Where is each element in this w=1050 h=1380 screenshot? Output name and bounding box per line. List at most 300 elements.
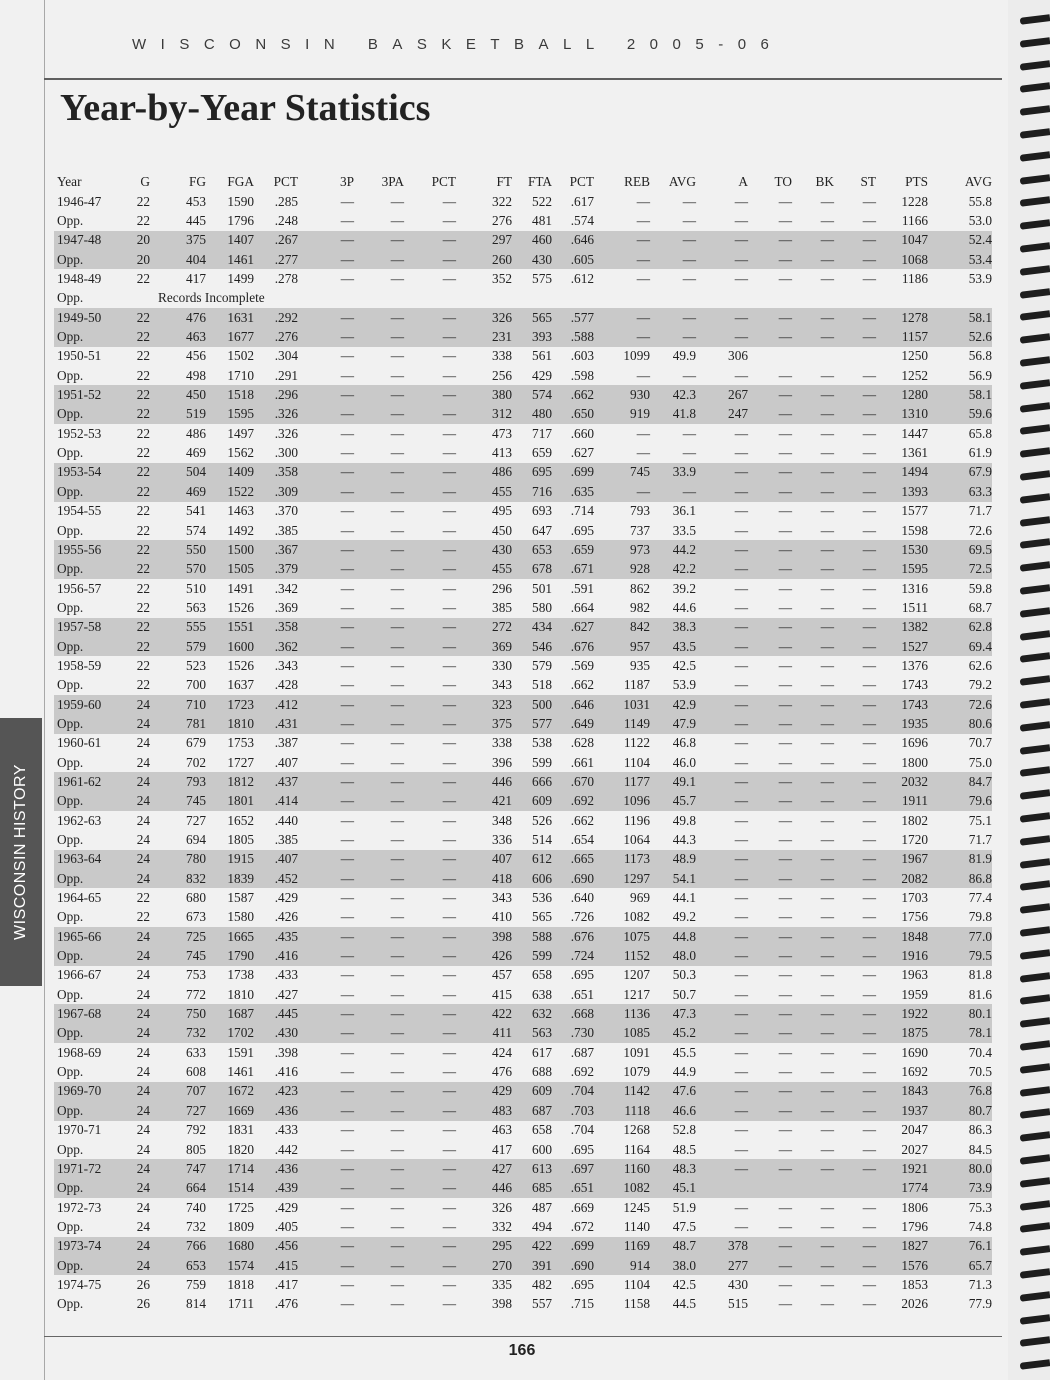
table-cell: — bbox=[792, 327, 834, 346]
column-header: PCT bbox=[273, 174, 298, 189]
table-cell: .669 bbox=[570, 1199, 594, 1215]
table-cell: 410 bbox=[492, 909, 512, 925]
table-cell: 526 bbox=[532, 812, 552, 828]
table-cell: — bbox=[778, 1064, 792, 1080]
table-cell: — bbox=[792, 405, 834, 424]
table-cell: 22 bbox=[136, 367, 150, 383]
table-cell: .646 bbox=[552, 695, 594, 714]
table-cell: — bbox=[820, 1141, 834, 1157]
table-cell: 574 bbox=[186, 522, 206, 538]
table-cell: — bbox=[442, 503, 456, 519]
table-cell: — bbox=[354, 1024, 404, 1043]
table-cell: — bbox=[390, 193, 404, 209]
table-cell: 1774 bbox=[876, 1179, 928, 1198]
table-cell: 22 bbox=[118, 405, 150, 424]
table-cell: 919 bbox=[594, 405, 650, 424]
table-cell: 732 bbox=[186, 1218, 206, 1234]
table-cell: 1711 bbox=[227, 1296, 254, 1312]
table-cell: 231 bbox=[456, 327, 512, 346]
table-cell: — bbox=[792, 1159, 834, 1178]
table-cell: — bbox=[404, 1179, 456, 1198]
table-cell: 565 bbox=[532, 909, 552, 925]
table-cell: .277 bbox=[254, 250, 298, 269]
table-cell: .662 bbox=[552, 385, 594, 404]
table-row bbox=[54, 830, 992, 849]
table-cell: 538 bbox=[532, 735, 552, 751]
table-cell: 1075 bbox=[594, 927, 650, 946]
table-cell: — bbox=[442, 1276, 456, 1292]
table-cell: — bbox=[792, 850, 834, 869]
table-row bbox=[54, 1217, 992, 1236]
table-cell: 77.9 bbox=[968, 1296, 992, 1312]
table-cell: — bbox=[404, 540, 456, 559]
binding-coil bbox=[1020, 425, 1050, 436]
table-cell: .412 bbox=[254, 695, 298, 714]
table-cell: — bbox=[748, 1004, 792, 1023]
table-cell: — bbox=[340, 832, 354, 848]
table-cell: .690 bbox=[552, 1256, 594, 1275]
table-cell: — bbox=[390, 580, 404, 596]
table-cell: 256 bbox=[492, 367, 512, 383]
binding-coil bbox=[1020, 311, 1050, 322]
table-cell: — bbox=[298, 1159, 354, 1178]
column-header: REB bbox=[624, 174, 650, 189]
table-cell: .598 bbox=[570, 367, 594, 383]
table-cell: — bbox=[390, 367, 404, 383]
table-cell: .699 bbox=[552, 1237, 594, 1256]
table-cell: .358 bbox=[254, 463, 298, 482]
table-cell: — bbox=[748, 463, 792, 482]
table-cell: 295 bbox=[456, 1237, 512, 1256]
table-cell: 49.8 bbox=[672, 812, 696, 828]
table-cell: — bbox=[404, 482, 456, 501]
table-row bbox=[54, 966, 992, 985]
table-row bbox=[54, 308, 992, 327]
table-cell: — bbox=[778, 677, 792, 693]
table-cell: 398 bbox=[492, 1296, 512, 1312]
table-cell: 1950-51 bbox=[57, 348, 102, 364]
table-cell: — bbox=[354, 695, 404, 714]
table-cell: — bbox=[748, 560, 792, 579]
binding-coil bbox=[1020, 1131, 1050, 1142]
table-cell: — bbox=[390, 1044, 404, 1060]
binding-coil bbox=[1020, 1359, 1050, 1370]
table-cell: — bbox=[792, 772, 834, 791]
table-cell: 928 bbox=[594, 560, 650, 579]
table-cell: — bbox=[298, 540, 354, 559]
table-cell: — bbox=[748, 385, 792, 404]
table-cell: .699 bbox=[552, 463, 594, 482]
binding-coil bbox=[1020, 698, 1050, 709]
table-cell: — bbox=[834, 637, 876, 656]
table-cell: 62.6 bbox=[968, 657, 992, 673]
table-cell: — bbox=[820, 1218, 834, 1234]
table-cell: — bbox=[792, 308, 834, 327]
table-cell: 455 bbox=[456, 560, 512, 579]
column-header: PTS bbox=[905, 174, 928, 189]
table-cell: — bbox=[390, 832, 404, 848]
table-cell: — bbox=[820, 890, 834, 906]
binding-coil bbox=[1020, 60, 1050, 71]
table-cell: 1665 bbox=[206, 927, 254, 946]
table-cell: 463 bbox=[150, 327, 206, 346]
table-cell: 633 bbox=[186, 1044, 206, 1060]
table-cell: 456 bbox=[186, 348, 206, 364]
table-cell: — bbox=[442, 1044, 456, 1060]
table-cell: 664 bbox=[150, 1179, 206, 1198]
table-cell: 2027 bbox=[901, 1141, 928, 1157]
table-cell: — bbox=[820, 1122, 834, 1138]
table-cell: — bbox=[820, 193, 834, 209]
table-cell: — bbox=[734, 1064, 748, 1080]
table-cell: — bbox=[778, 754, 792, 770]
table-cell: 579 bbox=[150, 637, 206, 656]
table-cell: 326 bbox=[456, 308, 512, 327]
table-cell: 378 bbox=[696, 1237, 748, 1256]
table-cell: 352 bbox=[492, 271, 512, 287]
table-cell: — bbox=[862, 1199, 876, 1215]
table-cell: — bbox=[834, 1082, 876, 1101]
table-cell: 563 bbox=[512, 1024, 552, 1043]
table-cell: 79.2 bbox=[968, 677, 992, 693]
table-cell: Opp. bbox=[54, 560, 118, 579]
table-cell: .660 bbox=[570, 425, 594, 441]
table-cell: .414 bbox=[254, 792, 298, 811]
table-cell: 38.0 bbox=[650, 1256, 696, 1275]
binding-coil bbox=[1020, 1200, 1050, 1211]
table-row bbox=[54, 521, 992, 540]
table-cell: — bbox=[390, 890, 404, 906]
table-cell: 1140 bbox=[623, 1218, 650, 1234]
table-cell: 429 bbox=[532, 367, 552, 383]
table-cell: 22 bbox=[136, 425, 150, 441]
table-cell: .659 bbox=[552, 540, 594, 559]
table-cell: 519 bbox=[150, 405, 206, 424]
table-cell: — bbox=[820, 735, 834, 751]
table-cell: .456 bbox=[254, 1237, 298, 1256]
table-cell: 1252 bbox=[901, 367, 928, 383]
table-cell: 446 bbox=[456, 1179, 512, 1198]
table-cell: .692 bbox=[552, 792, 594, 811]
table-cell: — bbox=[354, 482, 404, 501]
table-cell: 24 bbox=[118, 1256, 150, 1275]
table-cell: — bbox=[792, 637, 834, 656]
table-cell: 1310 bbox=[876, 405, 928, 424]
table-cell: 59.8 bbox=[968, 580, 992, 596]
binding-coil bbox=[1020, 1337, 1050, 1348]
table-cell: — bbox=[594, 308, 650, 327]
table-cell: 679 bbox=[186, 735, 206, 751]
table-cell: 260 bbox=[456, 250, 512, 269]
table-cell: 297 bbox=[456, 231, 512, 250]
table-cell: 22 bbox=[118, 385, 150, 404]
table-cell: — bbox=[390, 522, 404, 538]
table-cell: — bbox=[792, 1004, 834, 1023]
table-cell: — bbox=[442, 1064, 456, 1080]
table-cell: 1959-60 bbox=[54, 695, 118, 714]
table-cell: — bbox=[778, 909, 792, 925]
table-cell: 653 bbox=[512, 540, 552, 559]
table-cell: 1853 bbox=[901, 1276, 928, 1292]
table-cell: 380 bbox=[456, 385, 512, 404]
table-cell: — bbox=[442, 1296, 456, 1312]
binding-coil bbox=[1020, 447, 1050, 458]
table-cell: 272 bbox=[456, 618, 512, 637]
table-cell: 44.5 bbox=[672, 1296, 696, 1312]
table-cell: — bbox=[298, 714, 354, 733]
table-cell: 1217 bbox=[623, 986, 650, 1002]
table-cell: 42.5 bbox=[672, 657, 696, 673]
table-row bbox=[54, 327, 992, 346]
table-cell: — bbox=[298, 637, 354, 656]
table-row bbox=[54, 1179, 992, 1198]
table-cell: 613 bbox=[512, 1159, 552, 1178]
table-cell: .704 bbox=[552, 1082, 594, 1101]
table-cell: — bbox=[354, 405, 404, 424]
table-cell: 22 bbox=[136, 599, 150, 615]
table-cell: 982 bbox=[630, 599, 650, 615]
table-cell: 45.5 bbox=[672, 1044, 696, 1060]
table-cell: — bbox=[862, 503, 876, 519]
table-cell: 24 bbox=[136, 986, 150, 1002]
table-cell: — bbox=[862, 1218, 876, 1234]
table-cell: 68.7 bbox=[968, 599, 992, 615]
table-cell: — bbox=[734, 754, 748, 770]
table-cell: — bbox=[834, 560, 876, 579]
table-cell: 687 bbox=[512, 1101, 552, 1120]
table-cell: — bbox=[748, 695, 792, 714]
table-cell: — bbox=[778, 367, 792, 383]
table-cell: — bbox=[748, 327, 792, 346]
table-cell: — bbox=[734, 1044, 748, 1060]
table-cell: 1672 bbox=[206, 1082, 254, 1101]
table-cell: — bbox=[734, 503, 748, 519]
table-cell: Opp. bbox=[57, 522, 84, 538]
table-cell: — bbox=[340, 425, 354, 441]
table-cell: — bbox=[298, 405, 354, 424]
table-cell: 1957-58 bbox=[54, 618, 118, 637]
table-cell: 81.8 bbox=[968, 967, 992, 983]
table-cell: 1461 bbox=[206, 250, 254, 269]
table-cell: — bbox=[696, 869, 748, 888]
table-cell: — bbox=[734, 367, 748, 383]
table-cell: — bbox=[390, 271, 404, 287]
table-cell: 707 bbox=[150, 1082, 206, 1101]
table-cell: 1527 bbox=[876, 637, 928, 656]
column-header: FT bbox=[496, 174, 512, 189]
table-cell: 1577 bbox=[901, 503, 928, 519]
table-cell: 1952-53 bbox=[57, 425, 102, 441]
table-cell: 24 bbox=[118, 772, 150, 791]
table-cell: — bbox=[748, 1101, 792, 1120]
table-cell: 498 bbox=[186, 367, 206, 383]
table-cell: 42.9 bbox=[650, 695, 696, 714]
table-cell: — bbox=[404, 1004, 456, 1023]
table-cell: — bbox=[862, 522, 876, 538]
table-cell: .651 bbox=[570, 986, 594, 1002]
table-cell: — bbox=[442, 890, 456, 906]
table-cell: — bbox=[404, 618, 456, 637]
table-cell: — bbox=[748, 250, 792, 269]
table-cell: 49.9 bbox=[672, 348, 696, 364]
column-header: TO bbox=[774, 174, 792, 189]
table-cell: — bbox=[862, 754, 876, 770]
table-cell: .664 bbox=[570, 599, 594, 615]
table-cell: 322 bbox=[492, 193, 512, 209]
table-cell: — bbox=[404, 772, 456, 791]
table-cell: 312 bbox=[456, 405, 512, 424]
table-cell: 1974-75 bbox=[57, 1276, 102, 1292]
table-cell: 486 bbox=[186, 425, 206, 441]
table-cell: 1848 bbox=[876, 927, 928, 946]
table-cell: 55.8 bbox=[968, 193, 992, 209]
binding-coil bbox=[1020, 675, 1050, 686]
table-cell: — bbox=[862, 1296, 876, 1312]
table-cell: 1382 bbox=[876, 618, 928, 637]
binding-coil bbox=[1020, 972, 1050, 983]
table-cell: 24 bbox=[118, 1179, 150, 1198]
table-cell: 1809 bbox=[227, 1218, 254, 1234]
table-cell: 1875 bbox=[876, 1024, 928, 1043]
table-cell: — bbox=[354, 869, 404, 888]
table-cell: Opp. bbox=[57, 909, 84, 925]
table-cell: 1964-65 bbox=[57, 890, 102, 906]
table-cell: .665 bbox=[552, 850, 594, 869]
table-cell: 1228 bbox=[901, 193, 928, 209]
table-cell: — bbox=[340, 967, 354, 983]
table-cell: — bbox=[748, 850, 792, 869]
table-cell: .452 bbox=[254, 869, 298, 888]
column-header: FGA bbox=[227, 174, 254, 189]
table-row bbox=[54, 850, 992, 869]
table-cell: — bbox=[734, 1141, 748, 1157]
table-cell: — bbox=[834, 1024, 876, 1043]
table-cell: .646 bbox=[552, 231, 594, 250]
table-cell: — bbox=[404, 1159, 456, 1178]
table-cell: .429 bbox=[274, 890, 298, 906]
table-cell: 343 bbox=[492, 677, 512, 693]
table-cell: 53.9 bbox=[672, 677, 696, 693]
table-cell: — bbox=[650, 250, 696, 269]
column-header: ST bbox=[860, 174, 876, 189]
table-cell: 70.4 bbox=[968, 1044, 992, 1060]
table-cell: 772 bbox=[186, 986, 206, 1002]
table-row bbox=[54, 269, 992, 288]
table-cell: 557 bbox=[532, 1296, 552, 1312]
table-cell: 1447 bbox=[901, 425, 928, 441]
table-cell: 732 bbox=[150, 1024, 206, 1043]
table-cell: 1600 bbox=[206, 637, 254, 656]
table-row bbox=[54, 1121, 992, 1140]
statistics-table bbox=[54, 172, 992, 1314]
table-cell: .416 bbox=[274, 1064, 298, 1080]
table-cell bbox=[792, 1179, 834, 1198]
table-cell: Opp. bbox=[57, 445, 84, 461]
table-cell: .429 bbox=[274, 1199, 298, 1215]
table-cell: 599 bbox=[512, 946, 552, 965]
table-cell: 2082 bbox=[876, 869, 928, 888]
table-row bbox=[54, 946, 992, 965]
table-cell: 24 bbox=[118, 1082, 150, 1101]
binding-coil bbox=[1020, 197, 1050, 208]
table-cell: .433 bbox=[274, 1122, 298, 1138]
table-cell: 574 bbox=[512, 385, 552, 404]
table-cell: 22 bbox=[118, 618, 150, 637]
table-cell: Opp. bbox=[54, 1256, 118, 1275]
table-cell: — bbox=[734, 890, 748, 906]
table-cell: 1968-69 bbox=[57, 1044, 102, 1060]
table-row bbox=[54, 1256, 992, 1275]
table-row bbox=[54, 250, 992, 269]
binding-coil bbox=[1020, 219, 1050, 230]
table-cell: 375 bbox=[456, 714, 512, 733]
table-cell: — bbox=[442, 754, 456, 770]
table-row bbox=[54, 695, 992, 714]
table-cell: 44.9 bbox=[672, 1064, 696, 1080]
binding-coil bbox=[1020, 128, 1050, 139]
table-cell: — bbox=[862, 1141, 876, 1157]
table-cell: .436 bbox=[254, 1159, 298, 1178]
table-cell: 1463 bbox=[227, 503, 254, 519]
table-row bbox=[54, 618, 992, 637]
table-cell: 1843 bbox=[876, 1082, 928, 1101]
table-cell: 1166 bbox=[901, 213, 928, 229]
binding-coil bbox=[1020, 242, 1050, 253]
table-cell: — bbox=[792, 714, 834, 733]
table-body bbox=[54, 192, 992, 1314]
binding-coil bbox=[1020, 1177, 1050, 1188]
table-cell: .671 bbox=[552, 560, 594, 579]
table-cell: — bbox=[862, 986, 876, 1002]
table-cell: — bbox=[354, 308, 404, 327]
table-cell: 1915 bbox=[206, 850, 254, 869]
table-cell: 44.6 bbox=[672, 599, 696, 615]
table-cell: 24 bbox=[118, 792, 150, 811]
table-cell: 47.6 bbox=[650, 1082, 696, 1101]
table-cell: 1152 bbox=[594, 946, 650, 965]
table-cell: — bbox=[696, 482, 748, 501]
column-header: AVG bbox=[668, 174, 696, 189]
table-cell: .278 bbox=[274, 271, 298, 287]
table-cell: — bbox=[404, 1256, 456, 1275]
table-cell: Opp. bbox=[54, 327, 118, 346]
table-cell: 22 bbox=[118, 482, 150, 501]
table-cell: 22 bbox=[136, 657, 150, 673]
table-cell: 1499 bbox=[227, 271, 254, 287]
binding-coil bbox=[1020, 744, 1050, 755]
table-cell: — bbox=[340, 890, 354, 906]
table-cell: — bbox=[792, 946, 834, 965]
table-cell: 1801 bbox=[206, 792, 254, 811]
table-cell: 71.7 bbox=[968, 832, 992, 848]
table-cell: 404 bbox=[150, 250, 206, 269]
table-cell: .654 bbox=[570, 832, 594, 848]
table-cell: — bbox=[792, 1082, 834, 1101]
table-cell: Opp. bbox=[57, 599, 84, 615]
table-cell: 411 bbox=[456, 1024, 512, 1043]
table-cell: — bbox=[792, 1237, 834, 1256]
table-cell: — bbox=[354, 560, 404, 579]
table-cell: — bbox=[834, 618, 876, 637]
table-cell: 1937 bbox=[876, 1101, 928, 1120]
table-cell: 24 bbox=[118, 1101, 150, 1120]
table-cell: — bbox=[636, 271, 650, 287]
table-cell: Opp. bbox=[57, 986, 84, 1002]
table-cell: .651 bbox=[552, 1179, 594, 1198]
table-cell: — bbox=[820, 909, 834, 925]
table-cell: — bbox=[834, 463, 876, 482]
table-cell: — bbox=[862, 599, 876, 615]
